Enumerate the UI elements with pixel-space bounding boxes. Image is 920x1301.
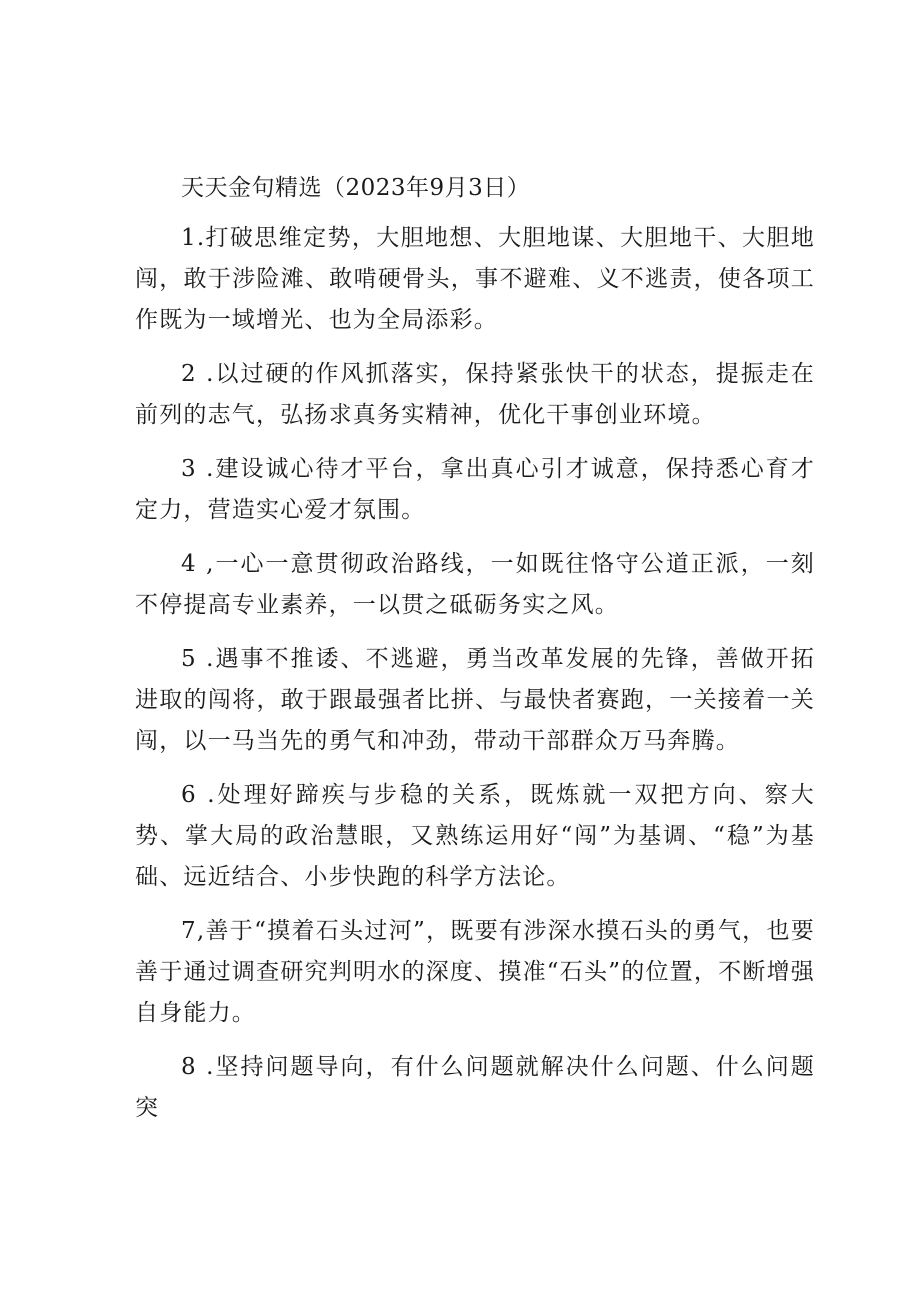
paragraph-5: 5 .遇事不推诿、不逃避，勇当改革发展的先锋，善做开拓进取的闯将，敢于跟最强者比拼、与最快者赛跑，一关接着一关闯，以一马当先的勇气和冲劲，带动干部群众万马奔腾。 [135, 646, 815, 754]
paragraph-1: 1.打破思维定势，大胆地想、大胆地谋、大胆地干、大胆地闯，敢于涉险滩、敢啃硬骨头，事不避难、义不逃责，使各项工作既为一域增光、也为全局添彩。 [135, 225, 815, 333]
paragraph-3: 3 .建设诚心待才平台，拿出真心引才诚意，保持悉心育才定力，营造实心爱才氛围。 [135, 456, 815, 523]
paragraph-7: 7,善于“摸着石头过河”，既要有涉深水摸石头的勇气，也要善于通过调查研究判明水的深度、摸准“石头”的位置，不断增强自身能力。 [135, 918, 815, 1026]
paragraph-2: 2 .以过硬的作风抓落实，保持紧张快干的状态，提振走在前列的志气，弘扬求真务实精神，优化干事创业环境。 [135, 361, 815, 428]
paragraph-4: 4 ,一心一意贯彻政治路线，一如既往恪守公道正派，一刻不停提高专业素养，一以贯之砥砺务实之风。 [135, 551, 815, 618]
paragraph-8: 8 .坚持问题导向，有什么问题就解决什么问题、什么问题突 [135, 1054, 815, 1121]
document-body [135, 168, 815, 1142]
paragraph-6: 6 .处理好蹄疾与步稳的关系，既炼就一双把方向、察大势、掌大局的政治慧眼，又熟练运用好“闯”为基调、“稳”为基础、远近结合、小步快跑的科学方法论。 [135, 782, 815, 890]
document-title: 天天金句精选（2023年9月3日） [181, 175, 531, 201]
